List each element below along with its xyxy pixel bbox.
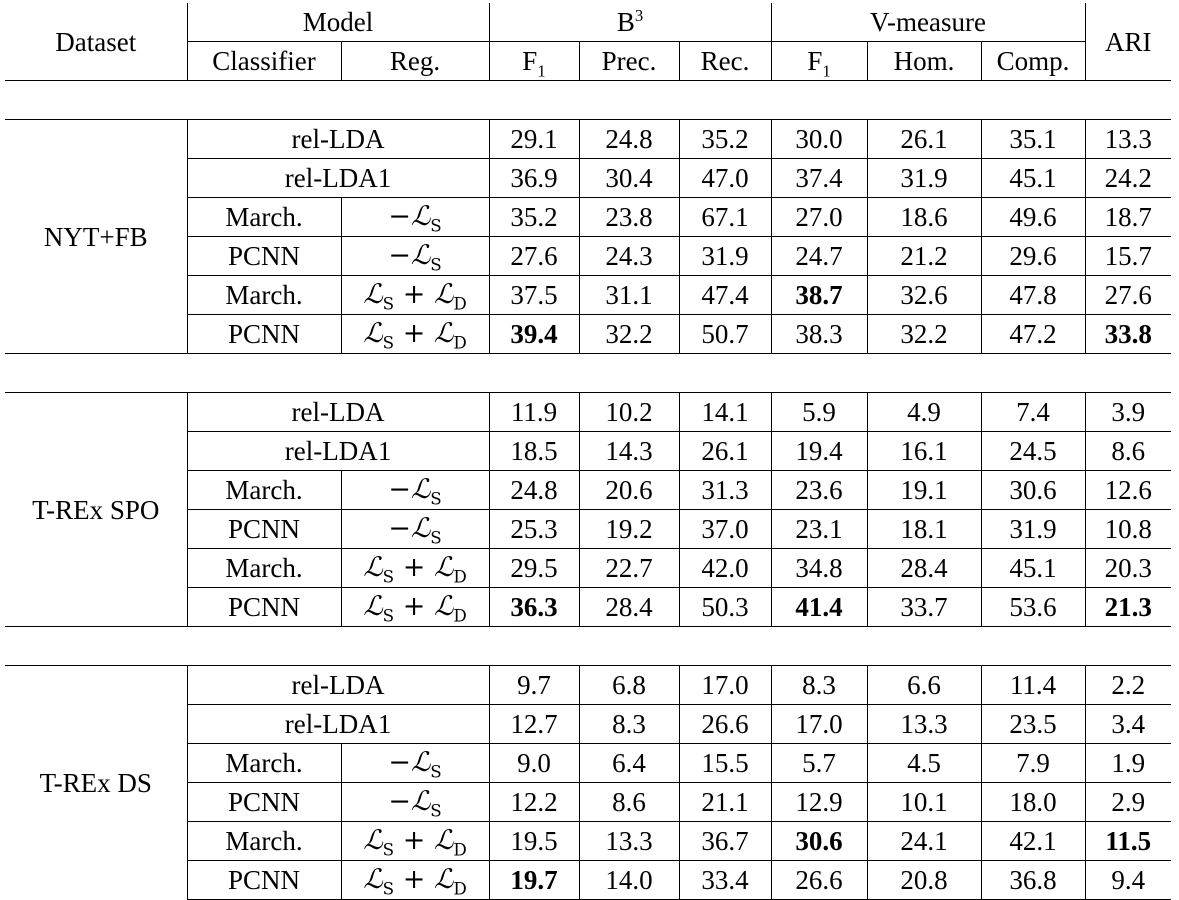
classifier-cell: March. bbox=[187, 198, 341, 237]
value-cell: 11.9 bbox=[489, 393, 579, 432]
value-cell: 30.6 bbox=[981, 471, 1085, 510]
value-cell: 53.6 bbox=[981, 588, 1085, 627]
model-cell: rel-LDA1 bbox=[187, 705, 489, 744]
value-cell: 36.3 bbox=[489, 588, 579, 627]
value-cell: 32.2 bbox=[867, 315, 981, 354]
classifier-cell: PCNN bbox=[187, 237, 341, 276]
value-cell: 26.1 bbox=[867, 120, 981, 159]
value-cell: 23.5 bbox=[981, 705, 1085, 744]
block-separator bbox=[5, 354, 1171, 393]
value-cell: 11.4 bbox=[981, 666, 1085, 705]
value-cell: 5.9 bbox=[771, 393, 867, 432]
model-cell: rel-LDA1 bbox=[187, 432, 489, 471]
value-cell: 31.1 bbox=[579, 276, 679, 315]
header-comp: Comp. bbox=[981, 42, 1085, 81]
dataset-cell: NYT+FB bbox=[5, 120, 187, 354]
value-cell: 13.3 bbox=[579, 822, 679, 861]
value-cell: 34.8 bbox=[771, 549, 867, 588]
value-cell: 24.3 bbox=[579, 237, 679, 276]
value-cell: 67.1 bbox=[679, 198, 771, 237]
value-cell: 19.5 bbox=[489, 822, 579, 861]
value-cell: 23.6 bbox=[771, 471, 867, 510]
value-cell: 47.0 bbox=[679, 159, 771, 198]
classifier-cell: PCNN bbox=[187, 588, 341, 627]
reg-cell: ℒ$_S$ + ℒ$_D$ bbox=[341, 588, 489, 627]
value-cell: 33.7 bbox=[867, 588, 981, 627]
value-cell: 28.4 bbox=[579, 588, 679, 627]
header-f1-label: F bbox=[522, 46, 538, 76]
model-cell: rel-LDA1 bbox=[187, 159, 489, 198]
value-cell: 38.7 bbox=[771, 276, 867, 315]
value-cell: 29.1 bbox=[489, 120, 579, 159]
value-cell: 41.4 bbox=[771, 588, 867, 627]
header-f1-sub: 1 bbox=[822, 61, 831, 81]
value-cell: 29.6 bbox=[981, 237, 1085, 276]
value-cell: 50.7 bbox=[679, 315, 771, 354]
value-cell: 17.0 bbox=[771, 705, 867, 744]
value-cell: 36.9 bbox=[489, 159, 579, 198]
model-cell: rel-LDA bbox=[187, 393, 489, 432]
classifier-cell: March. bbox=[187, 471, 341, 510]
value-cell: 2.9 bbox=[1085, 783, 1171, 822]
reg-cell: ℒ$_S$ + ℒ$_D$ bbox=[341, 549, 489, 588]
value-cell: 24.8 bbox=[579, 120, 679, 159]
value-cell: 22.7 bbox=[579, 549, 679, 588]
header-ari: ARI bbox=[1105, 26, 1152, 57]
value-cell: 13.3 bbox=[867, 705, 981, 744]
value-cell: 27.6 bbox=[489, 237, 579, 276]
header-hom: Hom. bbox=[867, 42, 981, 81]
value-cell: 9.4 bbox=[1085, 861, 1171, 900]
value-cell: 18.5 bbox=[489, 432, 579, 471]
header-f1-sub: 1 bbox=[537, 61, 546, 81]
header-model: Model bbox=[187, 3, 489, 42]
value-cell: 5.7 bbox=[771, 744, 867, 783]
value-cell: 7.9 bbox=[981, 744, 1085, 783]
value-cell: 24.2 bbox=[1085, 159, 1171, 198]
value-cell: 8.3 bbox=[579, 705, 679, 744]
value-cell: 36.7 bbox=[679, 822, 771, 861]
value-cell: 14.0 bbox=[579, 861, 679, 900]
header-f1-label: F bbox=[807, 46, 823, 76]
value-cell: 21.2 bbox=[867, 237, 981, 276]
reg-cell: −ℒ$_S$ bbox=[341, 744, 489, 783]
header-classifier: Classifier bbox=[187, 42, 341, 81]
value-cell: 11.5 bbox=[1085, 822, 1171, 861]
value-cell: 29.5 bbox=[489, 549, 579, 588]
table-row bbox=[5, 666, 1171, 705]
value-cell: 21.1 bbox=[679, 783, 771, 822]
value-cell: 15.5 bbox=[679, 744, 771, 783]
value-cell: 20.6 bbox=[579, 471, 679, 510]
header-reg: Reg. bbox=[341, 42, 489, 81]
value-cell: 27.0 bbox=[771, 198, 867, 237]
table-row bbox=[5, 120, 1171, 159]
value-cell: 38.3 bbox=[771, 315, 867, 354]
value-cell: 31.9 bbox=[679, 237, 771, 276]
value-cell: 3.9 bbox=[1085, 393, 1171, 432]
value-cell: 18.7 bbox=[1085, 198, 1171, 237]
value-cell: 13.3 bbox=[1085, 120, 1171, 159]
value-cell: 28.4 bbox=[867, 549, 981, 588]
dataset-cell: T-REx SPO bbox=[5, 393, 187, 627]
classifier-cell: PCNN bbox=[187, 783, 341, 822]
header-b3 bbox=[489, 3, 771, 42]
model-cell: rel-LDA bbox=[187, 666, 489, 705]
value-cell: 20.3 bbox=[1085, 549, 1171, 588]
value-cell: 6.8 bbox=[579, 666, 679, 705]
value-cell: 23.8 bbox=[579, 198, 679, 237]
value-cell: 26.6 bbox=[771, 861, 867, 900]
value-cell: 24.1 bbox=[867, 822, 981, 861]
value-cell: 19.2 bbox=[579, 510, 679, 549]
value-cell: 15.7 bbox=[1085, 237, 1171, 276]
value-cell: 9.0 bbox=[489, 744, 579, 783]
value-cell: 45.1 bbox=[981, 159, 1085, 198]
classifier-cell: March. bbox=[187, 744, 341, 783]
value-cell: 33.4 bbox=[679, 861, 771, 900]
block-separator bbox=[5, 81, 1171, 120]
value-cell: 12.7 bbox=[489, 705, 579, 744]
value-cell: 4.5 bbox=[867, 744, 981, 783]
value-cell: 33.8 bbox=[1104, 319, 1152, 349]
value-cell: 37.4 bbox=[771, 159, 867, 198]
classifier-cell: March. bbox=[187, 822, 341, 861]
value-cell: 32.6 bbox=[867, 276, 981, 315]
reg-cell: ℒ$_S$ + ℒ$_D$ bbox=[341, 861, 489, 900]
value-cell: 31.9 bbox=[981, 510, 1085, 549]
reg-cell: −ℒ$_S$ bbox=[341, 510, 489, 549]
value-cell: 19.4 bbox=[771, 432, 867, 471]
block-separator bbox=[5, 627, 1171, 666]
reg-cell: ℒ$_S$ + ℒ$_D$ bbox=[341, 315, 489, 354]
value-cell: 23.1 bbox=[771, 510, 867, 549]
value-cell: 35.1 bbox=[981, 120, 1085, 159]
value-cell: 7.4 bbox=[981, 393, 1085, 432]
classifier-cell: March. bbox=[187, 549, 341, 588]
value-cell: 2.2 bbox=[1085, 666, 1171, 705]
value-cell: 10.8 bbox=[1085, 510, 1171, 549]
reg-cell: ℒ$_S$ + ℒ$_D$ bbox=[341, 276, 489, 315]
value-cell: 16.1 bbox=[867, 432, 981, 471]
value-cell: 8.6 bbox=[1085, 432, 1171, 471]
value-cell: 35.2 bbox=[489, 198, 579, 237]
value-cell: 10.1 bbox=[867, 783, 981, 822]
value-cell: 18.6 bbox=[867, 198, 981, 237]
value-cell: 31.3 bbox=[679, 471, 771, 510]
header-b3-sup: 3 bbox=[634, 6, 644, 25]
value-cell: 21.3 bbox=[1104, 592, 1152, 622]
value-cell: 26.6 bbox=[679, 705, 771, 744]
value-cell: 30.6 bbox=[771, 822, 867, 861]
value-cell: 31.9 bbox=[867, 159, 981, 198]
value-cell: 19.1 bbox=[867, 471, 981, 510]
value-cell: 24.7 bbox=[771, 237, 867, 276]
value-cell: 14.3 bbox=[579, 432, 679, 471]
classifier-cell: PCNN bbox=[187, 861, 341, 900]
header-b3-label: B bbox=[616, 7, 635, 37]
classifier-cell: PCNN bbox=[187, 315, 341, 354]
dataset-cell: T-REx DS bbox=[5, 666, 187, 900]
value-cell: 42.1 bbox=[981, 822, 1085, 861]
value-cell: 12.6 bbox=[1085, 471, 1171, 510]
reg-cell: −ℒ$_S$ bbox=[341, 198, 489, 237]
value-cell: 47.8 bbox=[981, 276, 1085, 315]
reg-cell: −ℒ$_S$ bbox=[341, 471, 489, 510]
value-cell: 6.4 bbox=[579, 744, 679, 783]
value-cell: 24.5 bbox=[981, 432, 1085, 471]
header-b3-f1 bbox=[489, 42, 579, 81]
model-cell: rel-LDA bbox=[187, 120, 489, 159]
reg-cell: ℒ$_S$ + ℒ$_D$ bbox=[341, 822, 489, 861]
value-cell: 18.0 bbox=[981, 783, 1085, 822]
value-cell: 47.2 bbox=[981, 315, 1085, 354]
value-cell: 4.9 bbox=[867, 393, 981, 432]
results-table-wrapper bbox=[5, 3, 1171, 900]
value-cell: 10.2 bbox=[579, 393, 679, 432]
classifier-cell: March. bbox=[187, 276, 341, 315]
value-cell: 42.0 bbox=[679, 549, 771, 588]
value-cell: 24.8 bbox=[489, 471, 579, 510]
value-cell: 8.6 bbox=[579, 783, 679, 822]
value-cell: 12.2 bbox=[489, 783, 579, 822]
value-cell: 50.3 bbox=[679, 588, 771, 627]
value-cell: 49.6 bbox=[981, 198, 1085, 237]
value-cell: 39.4 bbox=[489, 315, 579, 354]
header-prec: Prec. bbox=[579, 42, 679, 81]
value-cell: 1.9 bbox=[1085, 744, 1171, 783]
table-row bbox=[5, 393, 1171, 432]
value-cell: 30.0 bbox=[771, 120, 867, 159]
value-cell: 47.4 bbox=[679, 276, 771, 315]
value-cell: 20.8 bbox=[867, 861, 981, 900]
value-cell: 9.7 bbox=[489, 666, 579, 705]
classifier-cell: PCNN bbox=[187, 510, 341, 549]
table-body bbox=[5, 81, 1171, 900]
value-cell: 36.8 bbox=[981, 861, 1085, 900]
value-cell: 30.4 bbox=[579, 159, 679, 198]
value-cell: 25.3 bbox=[489, 510, 579, 549]
value-cell: 6.6 bbox=[867, 666, 981, 705]
header-vmeasure: V-measure bbox=[771, 3, 1085, 42]
value-cell: 32.2 bbox=[579, 315, 679, 354]
value-cell: 27.6 bbox=[1085, 276, 1171, 315]
value-cell: 19.7 bbox=[489, 861, 579, 900]
reg-cell: −ℒ$_S$ bbox=[341, 783, 489, 822]
header-rec: Rec. bbox=[679, 42, 771, 81]
value-cell: 35.2 bbox=[679, 120, 771, 159]
value-cell: 8.3 bbox=[771, 666, 867, 705]
header-vm-f1 bbox=[771, 42, 867, 81]
separator-cell bbox=[5, 627, 1171, 666]
value-cell: 17.0 bbox=[679, 666, 771, 705]
value-cell: 37.0 bbox=[679, 510, 771, 549]
value-cell: 18.1 bbox=[867, 510, 981, 549]
reg-cell: −ℒ$_S$ bbox=[341, 237, 489, 276]
value-cell: 26.1 bbox=[679, 432, 771, 471]
separator-cell bbox=[5, 81, 1171, 120]
value-cell: 45.1 bbox=[981, 549, 1085, 588]
separator-cell bbox=[5, 354, 1171, 393]
value-cell: 37.5 bbox=[489, 276, 579, 315]
table-header bbox=[5, 3, 1171, 81]
value-cell: 3.4 bbox=[1085, 705, 1171, 744]
value-cell: 14.1 bbox=[679, 393, 771, 432]
value-cell: 12.9 bbox=[771, 783, 867, 822]
results-table bbox=[5, 3, 1171, 900]
header-dataset: Dataset bbox=[5, 3, 187, 81]
